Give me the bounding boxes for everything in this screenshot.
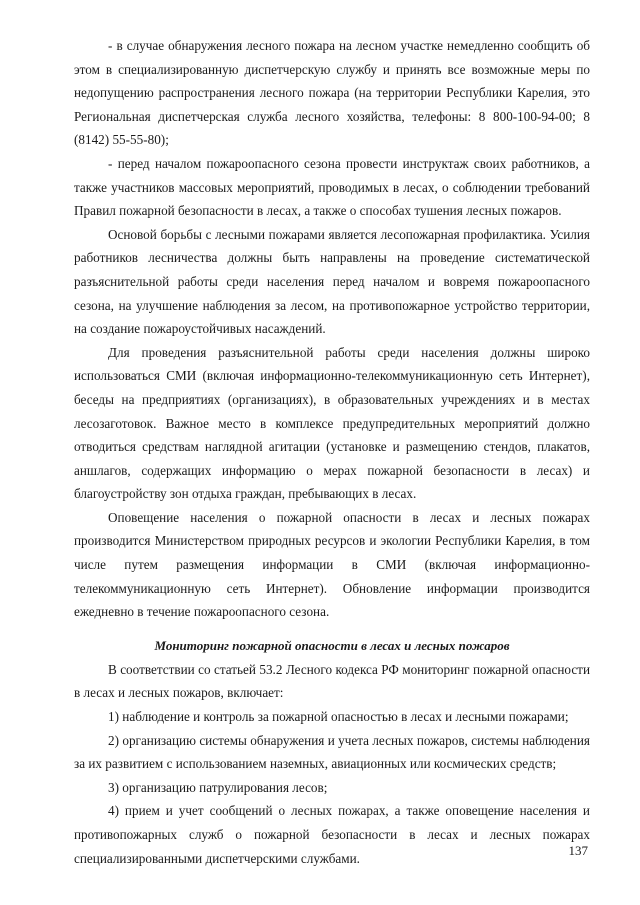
list-item-3: 3) организацию патрулирования лесов; — [108, 779, 328, 795]
paragraph-monitoring-intro: В соответствии со статьей 53.2 Лесного кодекса РФ мониторинг пожарной опасности в лесах и лесных пожаров, включает: — [74, 661, 590, 701]
paragraph-notification: Оповещение населения о пожарной опасности в лесах и лесных пожарах производится Министерством природных ресурсов и экологии Республики Карелия, в том числе путем размещения информации в СМИ (включая информационно-телекоммуникационную сеть Интернет). Обновление информации производится ежедневно в течение пожароопасного сезона. — [74, 509, 590, 620]
page-number: 137 — [568, 843, 588, 858]
list-item-2: 2) организацию системы обнаружения и учета лесных пожаров, системы наблюдения за их развитием с использованием наземных, авиационных или космических средств; — [74, 732, 590, 772]
list-item-1: 1) наблюдение и контроль за пожарной опасностью в лесах и лесными пожарами; — [108, 709, 569, 725]
list-item-4: 4) прием и учет сообщений о лесных пожарах, а также оповещение населения и противопожарных служб о пожарной безопасности в лесах и лесных пожарах специализированными диспетчерскими службами. — [74, 803, 590, 866]
document-body — [74, 34, 590, 870]
paragraph-prevention: Основой борьбы с лесными пожарами является лесопожарная профилактика. Усилия работников лесничества должны быть направлены на проведение систематической разъяснительной работы среди населения перед началом и вовремя пожароопасного сезона, на улучшение наблюдения за лесом, на противопожарное устройство территории, на создание пожароустойчивых насаждений. — [74, 226, 590, 337]
paragraph-outreach: Для проведения разъяснительной работы среди населения должны широко использоваться СМИ (включая информационно-телекоммуникационную сеть Интернет), беседы на предприятиях (организациях), в образовательных учреждениях и в местах лесозаготовок. Важное место в комплексе предупредительных мероприятий должно отводиться средствам наглядной агитации (установке и размещению стендов, плакатов, аншлагов, содержащих информацию о мерах пожарной безопасности в лесах) и благоустройству зон отдыха граждан, пребывающих в лесах. — [74, 344, 590, 502]
paragraph-report-fire: - в случае обнаружения лесного пожара на лесном участке немедленно сообщить об этом в специализированную диспетчерскую службу и принять все возможные меры по недопущению распространения лесного пожара (на территории Республики Карелия, это Региональная диспетчерская служба лесного хозяйства, телефоны: 8 800-100-94-00; 8 (8142) 55-55-80); — [74, 38, 590, 148]
section-heading: Мониторинг пожарной опасности в лесах и лесных пожаров — [154, 637, 510, 653]
paragraph-briefing: - перед началом пожароопасного сезона провести инструктаж своих работников, а также участников массовых мероприятий, проводимых в лесах, о соблюдении требований Правил пожарной безопасности в лесах, а также о способах тушения лесных пожаров. — [74, 155, 590, 219]
